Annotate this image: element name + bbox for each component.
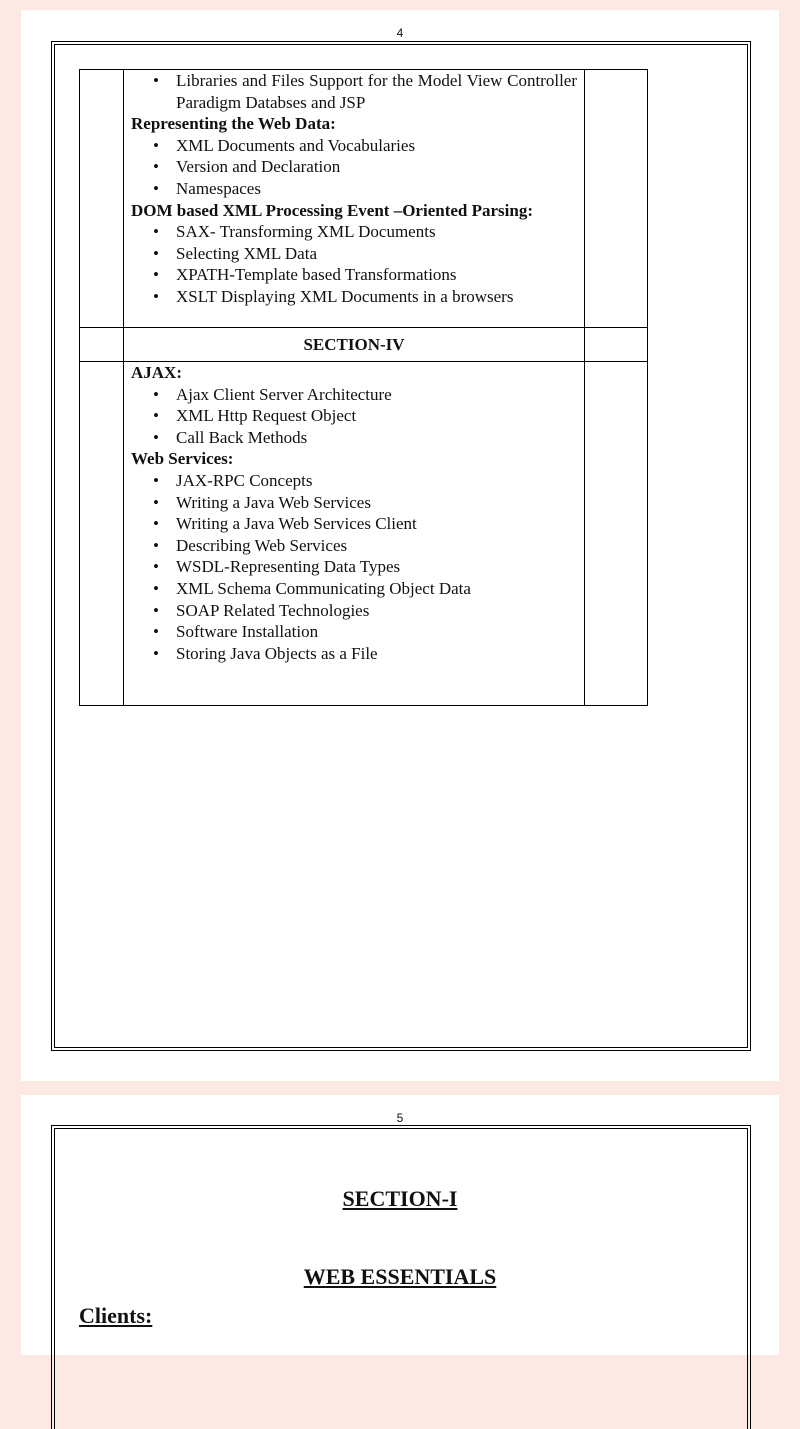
topics-cell [124,362,585,706]
syllabus-table [79,69,648,706]
bullet-list [131,470,577,664]
page-number: 4 [396,26,404,40]
list-item: • JAX-RPC Concepts [131,470,577,492]
topic-heading: AJAX: [131,363,182,382]
bullet-list [131,135,577,200]
topic-heading: Web Services: [131,449,234,469]
topic-heading: Representing the Web Data: [131,114,336,134]
list-item: • Writing a Java Web Services [131,492,577,514]
page-number: 5 [396,1111,404,1125]
list-item: • SAX- Transforming XML Documents [131,221,577,243]
bullet-list [131,70,577,113]
list-item: • XPATH-Template based Transformations [131,264,577,286]
document-page-5 [21,1095,779,1355]
list-item: • Software Installation [131,621,577,643]
list-item: • Storing Java Objects as a File [131,643,577,665]
list-item: • Libraries and Files Support for the Model View Controller Paradigm Databses and JSP [131,70,577,113]
list-item: • XSLT Displaying XML Documents in a browsers [131,286,577,308]
list-item: • Call Back Methods [131,427,577,449]
topic-heading: DOM based XML Processing Event –Oriented Parsing: [131,200,533,220]
document-page-4 [21,10,779,1081]
list-item: • XML Schema Communicating Object Data [131,578,577,600]
list-item: • Selecting XML Data [131,243,577,265]
topics-cell [124,70,585,328]
subheading: Clients: [79,1303,153,1328]
list-item: • Writing a Java Web Services Client [131,513,577,535]
list-item: • Ajax Client Server Architecture [131,384,577,406]
section-title: SECTION-IV [303,335,405,354]
list-item: • XML Documents and Vocabularies [131,135,577,157]
list-item: • XML Http Request Object [131,405,577,427]
list-item: • Namespaces [131,178,577,200]
list-item: • WSDL-Representing Data Types [131,556,577,578]
chapter-title: WEB ESSENTIALS [303,1264,497,1289]
table-row [80,362,648,706]
bullet-list [131,221,577,307]
list-item: • SOAP Related Technologies [131,600,577,622]
list-item: • Version and Declaration [131,156,577,178]
list-item: • Describing Web Services [131,535,577,557]
table-row [80,70,648,328]
bullet-list [131,384,577,449]
table-row [80,328,648,362]
section-title: SECTION-I [342,1186,458,1211]
